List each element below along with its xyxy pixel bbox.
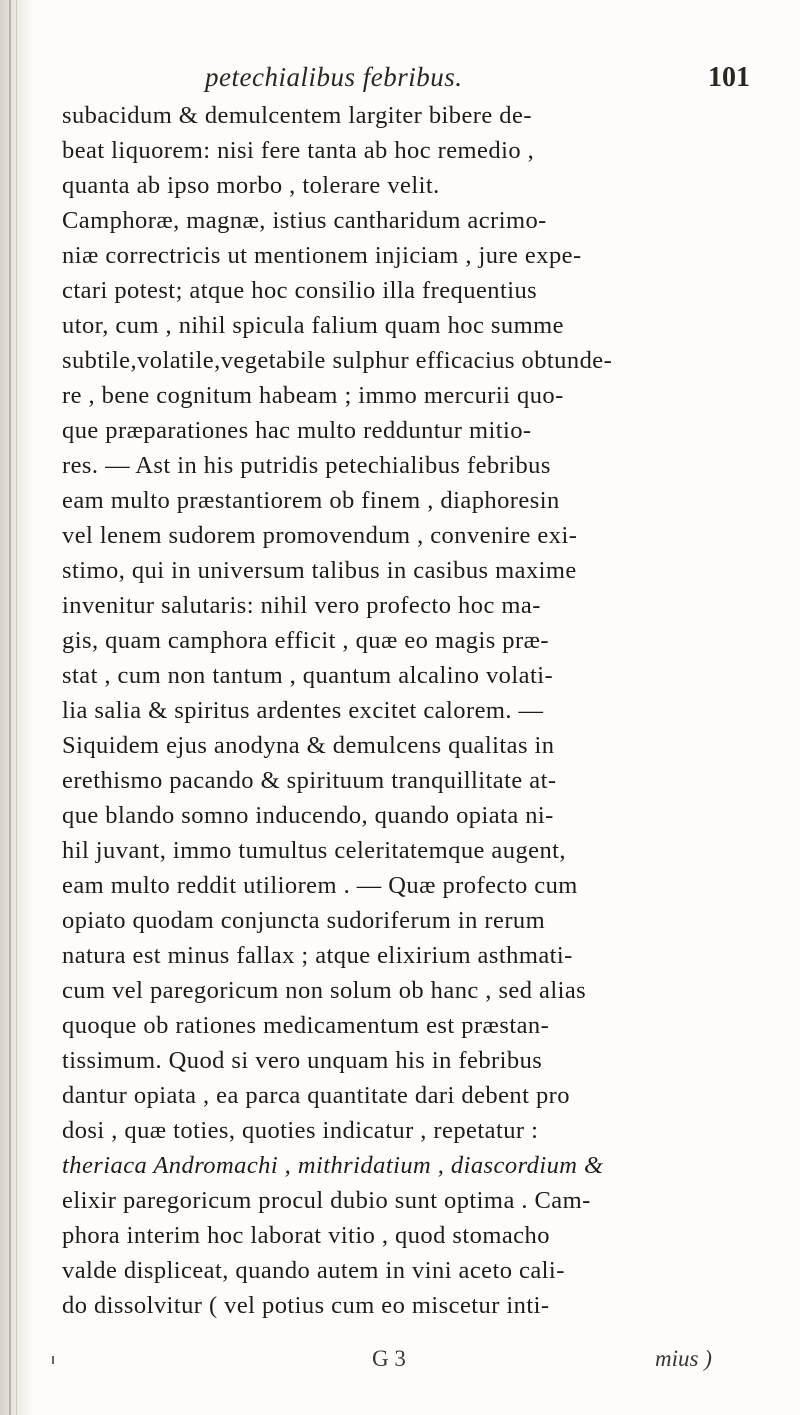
binding-edge-line <box>9 0 11 1415</box>
text-line: hil juvant, immo tumultus celeritatemque augent, <box>62 837 567 864</box>
text-line: res. — Ast in his putridis petechialibus febribus <box>62 452 551 479</box>
text-line: dosi , quæ toties, quoties indicatur , repetatur : <box>62 1117 539 1144</box>
text-line: niæ correctricis ut mentionem injiciam , jure expe- <box>62 242 582 269</box>
text-line: Siquidem ejus anodyna & demulcens qualitas in <box>62 732 555 759</box>
text-line: stimo, qui in universum talibus in casibus maxime <box>62 557 577 584</box>
text-line: subtile,volatile,vegetabile sulphur efficacius obtunde- <box>62 347 613 374</box>
text-line: utor, cum , nihil spicula falium quam hoc summe <box>62 312 564 339</box>
text-line: phora interim hoc laborat vitio , quod stomacho <box>62 1222 550 1249</box>
text-line: do dissolvitur ( vel potius cum eo miscetur inti- <box>62 1292 550 1319</box>
text-line: cum vel paregoricum non solum ob hanc , sed alias <box>62 977 587 1004</box>
text-line: valde displiceat, quando autem in vini aceto cali- <box>62 1257 565 1284</box>
text-line: vel lenem sudorem promovendum , convenire exi- <box>62 522 578 549</box>
text-line: que blando somno inducendo, quando opiata ni- <box>62 802 554 829</box>
text-line: eam multo præstantiorem ob finem , diaphoresin <box>62 487 560 514</box>
text-line: eam multo reddit utiliorem . — Quæ profecto cum <box>62 872 578 899</box>
text-line: invenitur salutaris: nihil vero profecto hoc ma- <box>62 592 541 619</box>
text-line: natura est minus fallax ; atque elixirium asthmati- <box>62 942 573 969</box>
text-line: re , bene cognitum habeam ; immo mercurii quo- <box>62 382 564 409</box>
page-number: 101 <box>708 62 750 93</box>
text-line: ctari potest; atque hoc consilio illa frequentius <box>62 277 538 304</box>
text-line: dantur opiata , ea parca quantitate dari debent pro <box>62 1082 570 1109</box>
text-line: beat liquorem: nisi fere tanta ab hoc remedio , <box>62 137 535 164</box>
catchword: mius ) <box>655 1346 712 1371</box>
text-line: erethismo pacando & spirituum tranquillitate at- <box>62 767 557 794</box>
text-line: que præparationes hac multo redduntur mitio- <box>62 417 532 444</box>
text-line: elixir paregoricum procul dubio sunt optima . Cam- <box>62 1187 591 1214</box>
running-head <box>205 62 750 98</box>
signature-mark: G 3 <box>372 1346 406 1371</box>
text-line: tissimum. Quod si vero unquam his in febribus <box>62 1047 543 1074</box>
text-line: quanta ab ipso morbo , tolerare velit. <box>62 172 440 199</box>
text-line: quoque ob rationes medicamentum est præstan- <box>62 1012 550 1039</box>
page-gutter-shadow <box>0 0 34 1415</box>
text-line: stat , cum non tantum , quantum alcalino volati- <box>62 662 554 689</box>
text-line: Camphoræ, magnæ, istius cantharidum acrimo- <box>62 207 547 234</box>
text-line: lia salia & spiritus ardentes excitet calorem. — <box>62 697 544 724</box>
running-title: petechialibus febribus. <box>205 62 463 92</box>
text-line: subacidum & demulcentem largiter bibere de- <box>62 102 532 129</box>
body-text <box>62 99 770 1399</box>
text-line: gis, quam camphora efficit , quæ eo magis præ- <box>62 627 550 654</box>
text-line: theriaca Andromachi , mithridatium , diascordium & <box>62 1152 604 1179</box>
binding-edge-line-secondary <box>16 0 17 1415</box>
text-line: opiato quodam conjuncta sudoriferum in rerum <box>62 907 546 934</box>
margin-mark <box>52 1356 54 1364</box>
